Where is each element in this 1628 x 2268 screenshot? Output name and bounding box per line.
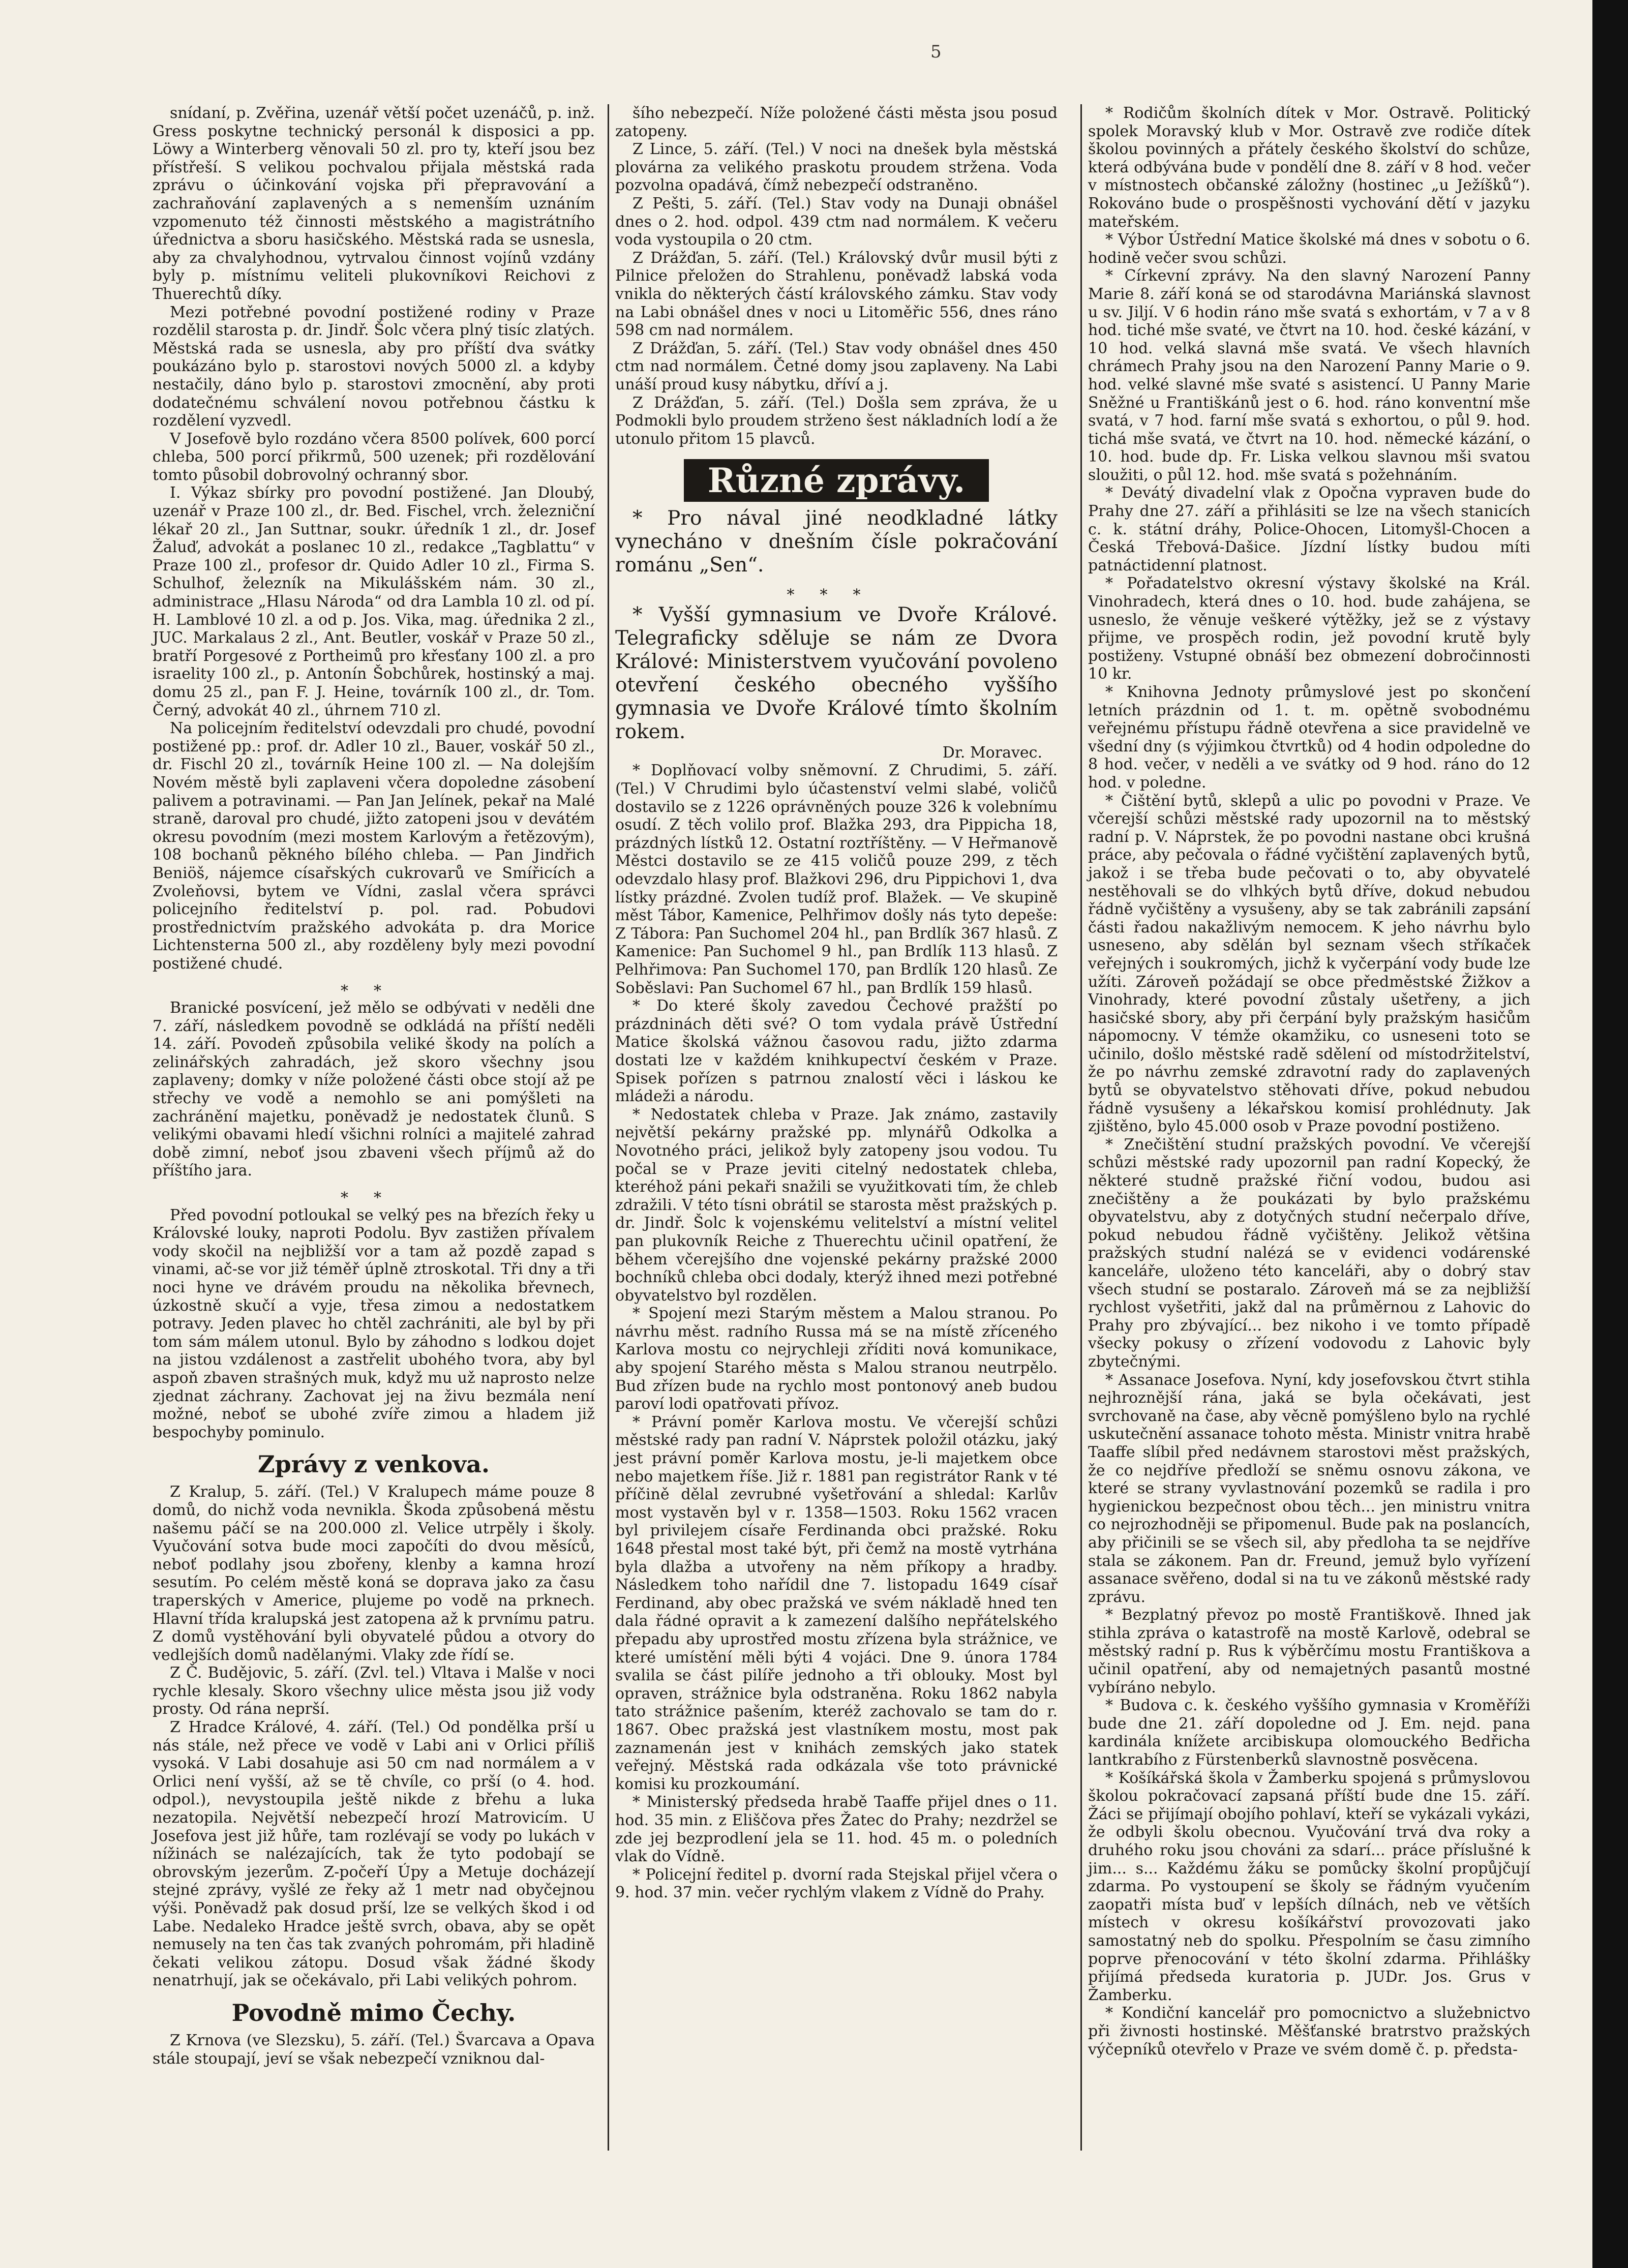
column-2 [615,104,1058,2151]
paragraph: * Ministerský předseda hrabě Taaffe přijel dnes o 11. hod. 35 min. z Eliščova přes Žatec do Prahy; nezdržel se zde jej bezprodlení jela se 11. hod. 45 m. o poledních vlak do Vídně. [615,1793,1058,1866]
paragraph: * Assanace Josefova. Nyní, kdy josefovskou čtvrt stihla nejhroznější rána, jaká se byla očekávati, jest svrchovaně na čase, aby věcně pomýšleno bylo na rychlé uskutečnění assanace tohoto města. Ministr vnitra hrabě Taaffe slíbil před nedávnem starostovi měst pražských, že co nejdříve předloží se sněmu osnovu zákona, ve které se strany vyvlastnování pozemků se radila i pro hygienickou bezpečnost obou těch... jen ministru vnitra co nejrozhodněji se připomenul. Bude pak na poslancích, aby přičinili se se všech sil, aby předloha ta se nejdříve stala se zákonem. Pan dr. Freund, jemuž bylo vyřízení assanace svěřeno, dodal si na tu ve zákonů městské rady zprávu. [1088,1371,1530,1606]
page-mark: 5 [930,42,942,62]
paragraph: * Budova c. k. českého vyššího gymnasia v Kroměříži bude dne 21. září dopoledne od J. Em. nejd. pana kardinála knížete arcibiskupa olomouckého Bedřicha lantkrabího z Fürstenberků slavnostně posvěcena. [1088,1697,1530,1769]
section-heading-dark: Různé zprávy. [684,459,989,502]
paragraph: Na policejním ředitelství odevzdali pro chudé, povodní postižené pp.: prof. dr. Adler 10 zl., Bauer, voskář 50 zl., dr. Fischl 20 zl., továrník Heine 100 zl. — Na dolejším Novém městě byli zaplaveni včera dopoledne zásobení palivem a potravinami. — Pan Jan Jelínek, pekař na Malé straně, daroval pro chudé, jižto zatopeni jsou v devátém okresu povodním (mezi mostem Karlovým a řetězovým), 108 bochanů pěkného bílého chleba. — Pan Jindřich Beniöš, nájemce císařských cukrovarů ve Smířicích a Zvoleňovsi, bytem ve Vídni, zaslal včera správci policejního ředitelství p. pol. rad. Pobudovi prostřednictvím pražského advokáta p. dra Morice Lichtensterna 500 zl., aby rozděleny byly mezi povodní postižené chudé. [153,719,595,973]
paragraph: Z Drážďan, 5. září. (Tel.) Došla sem zpráva, že u Podmokli bylo proudem strženo šest nákladních lodí a že utonulo přitom 15 plavců. [615,394,1058,448]
column-rule [1080,104,1082,2151]
paragraph: Z Drážďan, 5. září. (Tel.) Královský dvůr musil býti z Pilnice přeložen do Strahlenu, poněvadž labská voda vnikla do některých částí královského zámku. Stav vody na Labi obnášel dnes v noci u Litoměřic 556, dnes ráno 598 cm nad normálem. [615,249,1058,340]
column-rule [608,104,609,2151]
paragraph: * Spojení mezi Starým městem a Malou stranou. Po návrhu měst. radního Russa má se na místě zříceného Karlova mostu co nejrychleji zříditi nová komunikace, aby spojení Starého města s Malou stranou neutrpělo. Bud zřízen bude na rychlo most pontonový aneb budou paroví lodi opatřovati přívoz. [615,1305,1058,1413]
paragraph: Z Drážďan, 5. září. (Tel.) Stav vody obnášel dnes 450 ctm nad normálem. Četné domy jsou zaplaveny. Na Labi unáší proud kusy nábytku, dříví a j. [615,339,1058,394]
paragraph: * Církevní zprávy. Na den slavný Narození Panny Marie 8. září koná se od starodávna Mariánská slavnost u sv. Jiljí. V 6 hodin ráno mše svatá s exhortám, v 7 a v 8 hod. tiché mše svaté, ve čtvrt na 10. hod. české kázání, v 10 hod. velká slavná mše svatá. Ve všech hlavních chrámech Prahy jsou na den Narození Panny Marie o 9. hod. velké slavné mše svaté s asistencí. U Panny Marie Sněžné u Františkánů jest o 6. hod. ráno konventní mše svatá, v 7 hod. farní mše svatá s exhortou, o půl 9. hod. tichá mše svatá, ve čtvrt na 10. hod. německé kázání, o 10. hod. bude dp. Fr. Liska velkou slavnou mši svatou sloužiti, o půl 12. hod. mše svatá s požehnáním. [1088,267,1530,484]
paragraph: * Výbor Ústřední Matice školské má dnes v sobotu o 6. hodině večer svou schůzi. [1088,231,1530,267]
page-body [142,104,1571,2151]
paragraph: * Do které školy zavedou Čechové pražští po prázdninách děti své? O tom vydala právě Ústřední Matice školská vážnou časovou radu, jižto zdarma dostati lze v každém knihkupectví českém v Praze. Spisek pořízen s patrnou znalostí věci i láskou ke mládeži a národu. [615,997,1058,1106]
paragraph: * Čištění bytů, sklepů a ulic po povodni v Praze. Ve včerejší schůzi městské rady upozornil na to městský radní p. V. Náprstek, že po povodni nastane obci krušná práce, aby pečovala o řádné vyčištění zaplavených bytů, jakož i se třeba bude pečovati o to, aby obyvatelé nestěhovali se do vlhkých bytů dříve, dokud nebudou řádně vyčištěny a vysušeny, aby se tak zabránili zapsání části řadou nakažlivým nemocem. K jeho návrhu bylo usneseno, aby sdělán byl seznam všech stříkaček veřejných i soukromých, jichž k vyčerpání vody bude lze užíti. Zároveň požádají se obce předměstské Žižkov a Vinohrady, které povodní zůstaly ušetřeny, a jich hasičské sbory, aby při čerpání byly pražským hasičům nápomocny. V témže okamžiku, co usneseni toto se učinilo, došlo městské radě sdělení od místodržitelství, že po návrhu zemské zdravotní rady do zaplavených bytů se obyvatelstvo stěhovati dříve, pokud nebudou řádně vysušeny a lékařskou komisí prohlédnuty. Jak zjištěno, bylo 45.000 osob v Praze povodní postiženo. [1088,792,1530,1136]
paragraph: Z Č. Budějovic, 5. září. (Zvl. tel.) Vltava i Malše v noci rychle klesaly. Skoro všechny ulice města jsou již vody prosty. Od rána neprší. [153,1664,595,1718]
section-heading: Zprávy z venkova. [258,1450,490,1478]
section-heading: Povodně mimo Čechy. [231,1999,516,2027]
paragraph: Mezi potřebné povodní postižené rodiny v Praze rozdělil starosta p. dr. Jindř. Šolc včera plný tisíc zlatých. Městská rada se usnesla, aby pro příští dva svátky poukázáno bylo p. starostovi nových 5000 zl. a kdyby nestačily, dáno bylo p. starostovi zmocnění, aby proti dodatečnému schválení novou potřebnou částku k rozdělení vyzvedl. [153,303,595,430]
paragraph: Z Hradce Králové, 4. září. (Tel.) Od pondělka prší u nás stále, než přece ve vodě v Labi ani v Orlici příliš vysoká. V Labi dosahuje asi 50 cm nad normálem a v Orlici není vyšší, až se tě chvíle, co prší (o 4. hod. odpol.), nevystoupila ještě nikde z břehu a luka nezatopila. Největší nebezpečí hrozí Matrovicím. U Josefova jest již hůře, tam rozlévají se vody po lukách v nížinách se nalézajících, tak že tyto podobají se obrovským jezerům. Z-počeří Úpy a Metuje docházejí stejné zprávy, vyšlé ze řeky až 1 metr nad obyčejnou výši. Poněvadž pak dosud prší, lze se velkých škod i od Labe. Nedaleko Hradce ještě svrch, obava, aby se opět nemusely na ten čas tak zvaných pohromám, při hladině čekati velikou zátopu. Dosud však žádné škody nenatrhují, jak se očekávalo, při Labi velikých pohrom. [153,1718,595,1990]
signature: Dr. Moravec. [942,743,1042,762]
paragraph: V Josefově bylo rozdáno včera 8500 polívek, 600 porcí chleba, 500 porcí přikrmů, 500 uzenek; při rozdělování tomto působil dobrovolný ochranný sbor. [153,430,595,484]
paragraph: Z Pešti, 5. září. (Tel.) Stav vody na Dunaji obnášel dnes o 2. hod. odpol. 439 ctm nad normálem. K večeru voda vystoupila o 20 ctm. [615,194,1058,249]
paragraph: * Kondiční kancelář pro pomocnictvo a služebnictvo při živnosti hostinské. Měšťanské bratrstvo pražských výčepníků otevřelo v Praze ve svém domě č. p. předsta- [1088,2004,1530,2059]
separator-stars: ⁎⁎ [341,977,407,995]
paragraph: * Bezplatný převoz po mostě Františkově. Ihned jak stihla zpráva o katastrofě na mostě Karlově, odebral se městský radní p. Rus k výběrčímu mostu Františkova a učinil opatření, aby od nemajetných pasantů mostné vybíráno nebylo. [1088,1606,1530,1697]
paragraph: * Knihovna Jednoty průmyslové jest po skončení letních prázdnin od 1. t. m. opětně svobodnému veřejnému přístupu řádně otevřena a sice pravidelně ve všední dny (s výjimkou čtvrtků) od 4 hodin odpoledne do 8 hod. večer, v neděli a ve svátky od 9 hod. ráno do 12 hod. v poledne. [1088,683,1530,792]
separator-stars: ⁎⁎⁎ [787,581,886,599]
paragraph: * Policejní ředitel p. dvorní rada Stejskal přijel včera o 9. hod. 37 min. večer rychlým vlakem z Vídně do Prahy. [615,1865,1058,1902]
paragraph: * Košíkářská škola v Žamberku spojená s průmyslovou školou pokračovací zapsaná příští bude dne 15. září. Žáci se přijímají obojího pohlaví, kteří se vykázali vykázi, že odbyli školu obecnou. Vyučování trvá dva roky a druhého roku jsou chováni za sdarí... práce příslušné k jim... s... Každému žáku se pomůcky školní propůjčují zdarma. Po vystoupení se školy se řádným vyučením zaopatři místa buď v lepších dílnách, neb ve větších místech v okresu košíkářství provozovati jako samostatný neb do spolku. Přespolním se času zimního poprve přenocování v této školní zdarma. Přihlášky přijímá předseda kuratoria p. JUDr. Jos. Grus v Žamberku. [1088,1769,1530,2004]
paragraph: Z Krnova (ve Slezsku), 5. září. (Tel.) Švarcava a Opava stále stoupají, jeví se však nebezpečí vzniknou dal- [153,2031,595,2068]
column-3 [1088,104,1530,2151]
paragraph: Z Lince, 5. září. (Tel.) V noci na dnešek byla městská plovárna za velikého praskotu proudem stržena. Voda pozvolna opadává, čímž nebezpečí odstraněno. [615,140,1058,195]
column-1 [153,104,595,2151]
paragraph: * Právní poměr Karlova mostu. Ve včerejší schůzi městské rady pan radní V. Náprstek položil otázku, jaký jest právní poměr Karlova mostu, je-li majetkem obce nebo majetkem říše. Již r. 1881 pan registrátor Rank v té příčině dělal zevrubné vyšetřování a shledal: Karlův most vystavěn byl v r. 1358—1503. Roku 1562 vracen byl privilejem císaře Ferdinanda obci pražské. Roku 1648 přestal most také být, při čemž na mostě vytrhána byla dlažba a utvořeny na něm příkopy a hradby. Následkem toho nařídil dne 7. listopadu 1649 císař Ferdinand, aby obec pražská ve svém nákladě hned ten dala řádné opravit a k zamezení dalšího nepřátelského přepadu aby uprostřed mostu zřízena byla strážnice, ve které umístění měli býti 4 vojáci. Dne 9. února 1784 svalila se část pilíře jednoho a tři oblouky. Most byl opraven, strážnice byla odstraněna. Roku 1862 nabyla tato strážnice pašením, kteréž zachovalo se tam do r. 1867. Obec pražská jest vlastníkem mostu, most pak zaznamenán jest v knihách zemských jako statek veřejný. Městská rada odkázala vše toto právnické komisi ku prozkoumání. [615,1413,1058,1793]
notice-paragraph: * Vyšší gymnasium ve Dvoře Králové. Telegraficky sděluje se nám ze Dvora Králové: Ministerstvem vyučování povoleno otevření českého obecného vyššího gymnasia ve Dvoře Králové tímto školním rokem. [615,603,1058,743]
paragraph: * Pořadatelstvo okresní výstavy školské na Král. Vinohradech, která dnes o 10. hod. bude zahájena, se usneslo, že věnuje veškeré výtěžky, jež se z výstavy přijme, ve prospěch rodin, jež povodní krutě byly postiženy. Vstupné obnáší bez obmezení dobročinnosti 10 kr. [1088,574,1530,683]
paragraph: I. Výkaz sbírky pro povodní postižené. Jan Dloubý, uzenář v Praze 100 zl., dr. Bed. Fischel, vrch. železniční lékař 20 zl., Jan Suttnar, soukr. úředník 1 zl., dr. Josef Žaluď, advokát a poslanec 10 zl., redakce „Tagblattu“ v Praze 100 zl., profesor dr. Quido Adler 10 zl., Firma S. Schulhof, železník na Mikulášském nám. 30 zl., administrace „Hlasu Národa“ od dra Lambla 10 zl. od pí. H. Lamblové 10 zl. a od p. Jos. Vika, mag. úřednika 2 zl., JUC. Markalaus 2 zl., Ant. Beutler, voskář v Praze 50 zl., bratří Porgesové z Portheimů pro křesťany 100 zl. a pro israelity 100 zl., p. Antonín Šobchůrek, hostinský a maj. domu 25 zl., pan F. J. Heine, továrník 100 zl., dr. Tom. Černý, advokát 40 zl., úhrnem 710 zl. [153,484,595,719]
paragraph: * Doplňovací volby sněmovní. Z Chrudimi, 5. září. (Tel.) V Chrudimi bylo účastenství velmi slabé, voličů dostavilo se z 1226 oprávněných pouze 326 k volebnímu osudí. Z těch volilo prof. Blažka 293, dra Pippicha 18, prázdných lístků 12. Ostatní roztříštěny. — V Heřmanově Městci dostavilo se ze 415 voličů pouze 299, z těch odevzdalo hlasy prof. Blažkovi 296, dru Pippichovi 1, dva lístky prázdné. Zvolen tudíž prof. Blažek. — Ve skupině měst Tábor, Kamenice, Pelhřimov došly nás tyto depeše: Z Tábora: Pan Suchomel 204 hl., pan Brdlík 367 hlasů. Z Kamenice: Pan Suchomel 9 hl., pan Brdlík 113 hlasů. Z Pelhřimova: Pan Suchomel 170, pan Brdlík 120 hlasů. Ze Soběslavi: Pan Suchomel 67 hl., pan Brdlík 159 hlasů. [615,762,1058,997]
paragraph: * Devátý divadelní vlak z Opočna vypraven bude do Prahy dne 27. září a přihlásiti se lze na všech stanicích c. k. státní dráhy, Police-Ohocen, Litomyšl-Chocen a Česká Třebová-Dašice. Jízdní lístky budou míti patnáctidenní platnost. [1088,484,1530,574]
scan-edge [1592,0,1628,2268]
paragraph: Před povodní potloukal se velký pes na březích řeky u Královské louky, naproti Podolu. Byv zastižen přívalem vody skočil na nejbližší vor a tam až pozdě zapad s vinami, ač-se vor již téměř úplně ztroskotal. Tři dny a tři noci hyne ve drávém proudu na několika břevnech, úzkostně skučí a vyje, třesa zimou a nedostatkem potravy. Jeden plavec ho chtěl zachrániti, ale byl by při tom sám málem utonul. Bylo by záhodno s lodkou dojet na jistou vzdálenost a zastřelit ubohého tvora, aby byl aspoň zbaven strašných muk, když mu už naprosto nelze zjednat záchrany. Zachovat jej na živu bezmála není možné, neboť se ubohé zvíře zimou a hladem již bespochyby pominulo. [153,1206,595,1441]
paragraph: * Znečištění studní pražských povodní. Ve včerejší schůzi městské rady upozornil pan radní Kopecký, že některé studně pražské řiční vodou, budou asi znečištěny a že poukázati by bylo pražskému obyvatelstvu, aby z dotyčných studní nečerpalo dříve, pokud nebudou řádně vyčištěny. Jelikož většina pražských studní nalézá se v evidenci vodárenské kanceláře, uloženo této kanceláři, aby o dobrý stav všech studní se postaralo. Zároveň má se za nejbližší rychlost vyšetřiti, jakž dal na průměrnou z Lahovic do Prahy pro zbývající... bez nikoho i ve tomto případě všecky pokusy o zřízení vodovodu z Lahovic byly zbytečnými. [1088,1135,1530,1371]
paragraph: snídaní, p. Zvěřina, uzenář větší počet uzenáčů, p. inž. Gress poskytne technický personál k disposici a pp. Löwy a Winterberg věnovali 50 zl. pro ty, kteří jsou bez přístřeší. S velikou pochvalou přijala městská rada zprávu o účinkování vojska při přepravování a zachraňování zaplavených a s nemenším uznáním vzpomenuto též činnosti městského a magistrátního úřednictva a sboru hasičského. Městská rada se usnesla, aby za chvalyhodnou, vytrvalou činnost vojínů vzdány byly p. místnímu veliteli plukovníkovi Reichovi z Thuerechtů díky. [153,104,595,303]
separator-stars: ⁎⁎ [341,1184,407,1202]
paragraph: * Nedostatek chleba v Praze. Jak známo, zastavily největší pekárny pražské pp. mlynářů Odkolka a Novotného práci, jelikož byly zatopeny jsou vodou. Tu počal se v Praze jeviti citelný nedostatek chleba, kteréhož páni pekaři snažili se využitkovati tím, že chleb zdražili. V této tísni obrátil se starosta měst pražských p. dr. Jindř. Šolc k vojenskému velitelství a místní velitel pan plukovník Reiche z Thuerechtu učinil opatření, že během včerejšího dne vojenské pekárny pražské 2000 bochníků chleba obci dodaly, kterýž ihned mezi potřebné obyvatelstvo byl rozdělen. [615,1105,1058,1305]
paragraph: Branické posvícení, jež mělo se odbývati v neděli dne 7. září, následkem povodně se odkládá na příští neděli 14. září. Povodeň způsobila veliké škody na polích a zelinářských zahradách, jež skoro všechny jsou zaplaveny; domky v níže položené části obce stojí až pe střechy ve vodě a nemohlo se ani pomýšleti na zachránění majetku, poněvadž je nedostatek člunů. S velikými obavami hledí všichni rolníci a majitelé zahrad době zimní, neboť jsou zbaveni všech příjmů až do příštího jara. [153,999,595,1180]
notice-paragraph: * Pro nával jiné neodkladné látky vynecháno v dnešním čísle pokračování románu „Sen“. [615,507,1058,577]
paragraph: Z Kralup, 5. září. (Tel.) V Kralupech máme pouze 8 domů, do nichž voda nevnikla. Škoda způsobená městu našemu páčí se na 200.000 zl. Velice utrpěly i školy. Vyučování sotva bude moci započíti do dvou měsíců, neboť podlahy jsou zbořeny, klenby a kamna hrozí sesutím. Po celém městě koná se doprava jako za času traperských v Americe, plujeme po vodě na prknech. Hlavní třída kralupská jest zatopena až k prvnímu patru. Z domů vystěhování byli obyvatelé půdou a otvory do vedlejších domů nadělanými. Vlaky zde řídí se. [153,1483,595,1664]
paragraph: * Rodičům školních dítek v Mor. Ostravě. Politický spolek Moravský klub v Mor. Ostravě zve rodiče dítek školou povinných a přátely českého školství do schůze, která odbývána bude v pondělí dne 8. září v 8 hod. večer v místnostech občanské záložny (hostinec „u Ježíšků“). Rokováno bude o prospěšnosti vychování dětí v jazyku mateřském. [1088,104,1530,231]
paragraph: šího nebezpečí. Níže položené části města jsou posud zatopeny. [615,104,1058,140]
